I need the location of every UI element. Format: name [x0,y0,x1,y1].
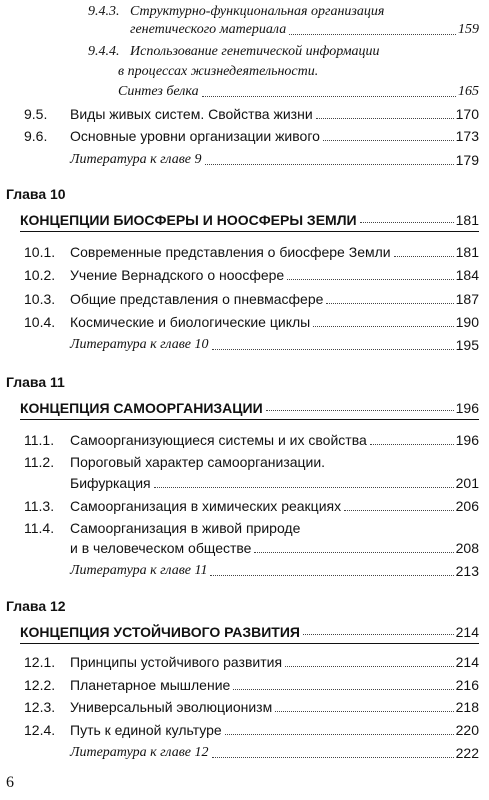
entry-page: 220 [455,722,479,738]
entry-number: 11.3. [24,498,55,514]
dot-leader [233,689,453,690]
entry-title-row [70,538,479,558]
chapter-label: Глава 11 [6,374,65,390]
chapter-label: Глава 12 [6,598,66,614]
toc-entry-9-6 [24,126,479,146]
entry-page: 218 [455,699,479,715]
entry-title: Литература к главе 9 [70,152,202,167]
chapter-title-row [20,394,479,416]
toc-entry-12-3 [24,697,479,717]
chapter-title: КОНЦЕПЦИИ БИОСФЕРЫ И НООСФЕРЫ ЗЕМЛИ [20,212,357,228]
dot-leader [303,634,454,635]
entry-number: 10.3. [24,291,56,307]
entry-number: 11.1. [24,432,55,448]
toc-literature-11 [70,561,479,581]
entry-page: 216 [455,677,479,693]
dot-leader [287,279,453,280]
dot-leader [225,734,454,735]
toc-entry-10-3 [24,289,479,309]
entry-number: 9.4.3. [88,4,120,19]
entry-page: 213 [455,563,479,579]
dot-leader [285,666,454,667]
chapter-title-row [20,618,479,640]
entry-title-line: Синтез белка [118,84,199,99]
dot-leader [394,256,454,257]
entry-page: 165 [458,84,479,99]
entry-title: и в человеческом обществе [70,540,252,556]
entry-title-line: в процессах жизнедеятельности. [118,64,319,79]
dot-leader [370,444,454,445]
entry-title-line: Структурно-функциональная организация [130,4,385,19]
entry-title-line: Использование генетической информации [130,44,380,59]
entry-title: Самоорганизация в химических реакциях [70,498,342,514]
entry-page: 159 [458,22,479,37]
entry-page: 222 [455,745,479,761]
entry-page: 173 [455,128,479,144]
entry-title: Учение Вернадского о ноосфере [70,267,285,283]
toc-entry-12-2 [24,675,479,695]
entry-title: Универсальный эволюционизм [70,699,273,715]
entry-number: 11.2. [24,454,55,470]
entry-number: 12.3. [24,699,56,715]
dot-leader [205,164,454,165]
entry-title: Основные уровни организации живого [70,128,320,144]
chapter-page: 196 [455,400,479,416]
dot-leader [344,510,454,511]
entry-title: Литература к главе 10 [70,337,209,352]
entry-title-row [130,20,479,40]
entry-title: Виды живых систем. Свойства жизни [70,106,313,122]
dot-leader [210,575,453,576]
toc-entry-11-1 [24,430,479,450]
entry-number: 12.2. [24,677,56,693]
dot-leader [212,349,454,350]
entry-title-line: Самоорганизация в живой природе [70,520,301,536]
chapter-rule [20,231,479,232]
entry-number: 10.2. [24,267,56,283]
entry-page: 190 [455,314,479,330]
toc-literature-12 [70,743,479,763]
dot-leader [202,96,456,97]
toc-literature-9 [70,150,479,170]
entry-number: 9.6. [24,128,48,144]
dot-leader [323,140,454,141]
entry-title: Самоорганизующиеся системы и их свойства [70,432,367,448]
entry-title: Путь к единой культуре [70,722,222,738]
chapter-page: 214 [455,624,479,640]
dot-leader [154,487,454,488]
page-number: 6 [6,774,14,791]
entry-title-row [70,473,479,493]
toc-entry-12-4 [24,720,479,740]
entry-page: 184 [455,267,479,283]
entry-page: 206 [455,498,479,514]
dot-leader [275,711,453,712]
entry-title-line: генетического материала [130,22,287,37]
entry-page: 208 [455,540,479,556]
dot-leader [254,552,453,553]
dot-leader [212,757,454,758]
entry-title: Литература к главе 11 [70,563,208,578]
entry-number: 11.4. [24,520,55,536]
entry-title-row [118,82,479,102]
entry-title: Бифуркация [70,475,151,491]
entry-number: 10.4. [24,314,56,330]
entry-number: 12.1. [24,654,56,670]
toc-entry-11-3 [24,496,479,516]
entry-number: 10.1. [24,244,56,260]
dot-leader [313,326,453,327]
entry-first-line [24,452,325,472]
entry-title: Литература к главе 12 [70,745,209,760]
entry-title: Современные представления о биосфере Земли [70,244,391,260]
entry-page: 187 [455,291,479,307]
chapter-label: Глава 10 [6,186,66,202]
entry-page: 179 [455,152,479,168]
entry-title-line: Пороговый характер самоорганизации. [70,454,326,470]
entry-number: 9.5. [24,106,48,122]
entry-page: 201 [455,475,479,491]
toc-entry-9-5 [24,104,479,124]
dot-leader [326,303,453,304]
toc-entry-10-1 [24,242,479,262]
chapter-rule [20,643,479,644]
dot-leader [266,410,454,411]
chapter-page: 181 [455,212,479,228]
entry-title: Космические и биологические циклы [70,314,311,330]
chapter-title: КОНЦЕПЦИЯ САМООРГАНИЗАЦИИ [20,400,263,416]
toc-literature-10 [70,335,479,355]
entry-page: 170 [455,106,479,122]
entry-title: Общие представления о пневмасфере [70,291,324,307]
entry-number: 12.4. [24,722,56,738]
toc-entry-10-2 [24,265,479,285]
entry-number: 9.4.4. [88,44,120,59]
toc-entry-12-1 [24,652,479,672]
chapter-title: КОНЦЕПЦИЯ УСТОЙЧИВОГО РАЗВИТИЯ [20,624,300,640]
dot-leader [289,34,456,35]
chapter-rule [20,419,479,420]
toc-entry-10-4 [24,312,479,332]
dot-leader [360,222,454,223]
entry-page: 196 [455,432,479,448]
dot-leader [316,118,454,119]
entry-first-line [24,518,300,538]
entry-page: 181 [455,244,479,260]
entry-title: Принципы устойчивого развития [70,654,283,670]
chapter-title-row [20,206,479,228]
entry-title: Планетарное мышление [70,677,231,693]
entry-page: 195 [455,337,479,353]
entry-page: 214 [455,654,479,670]
